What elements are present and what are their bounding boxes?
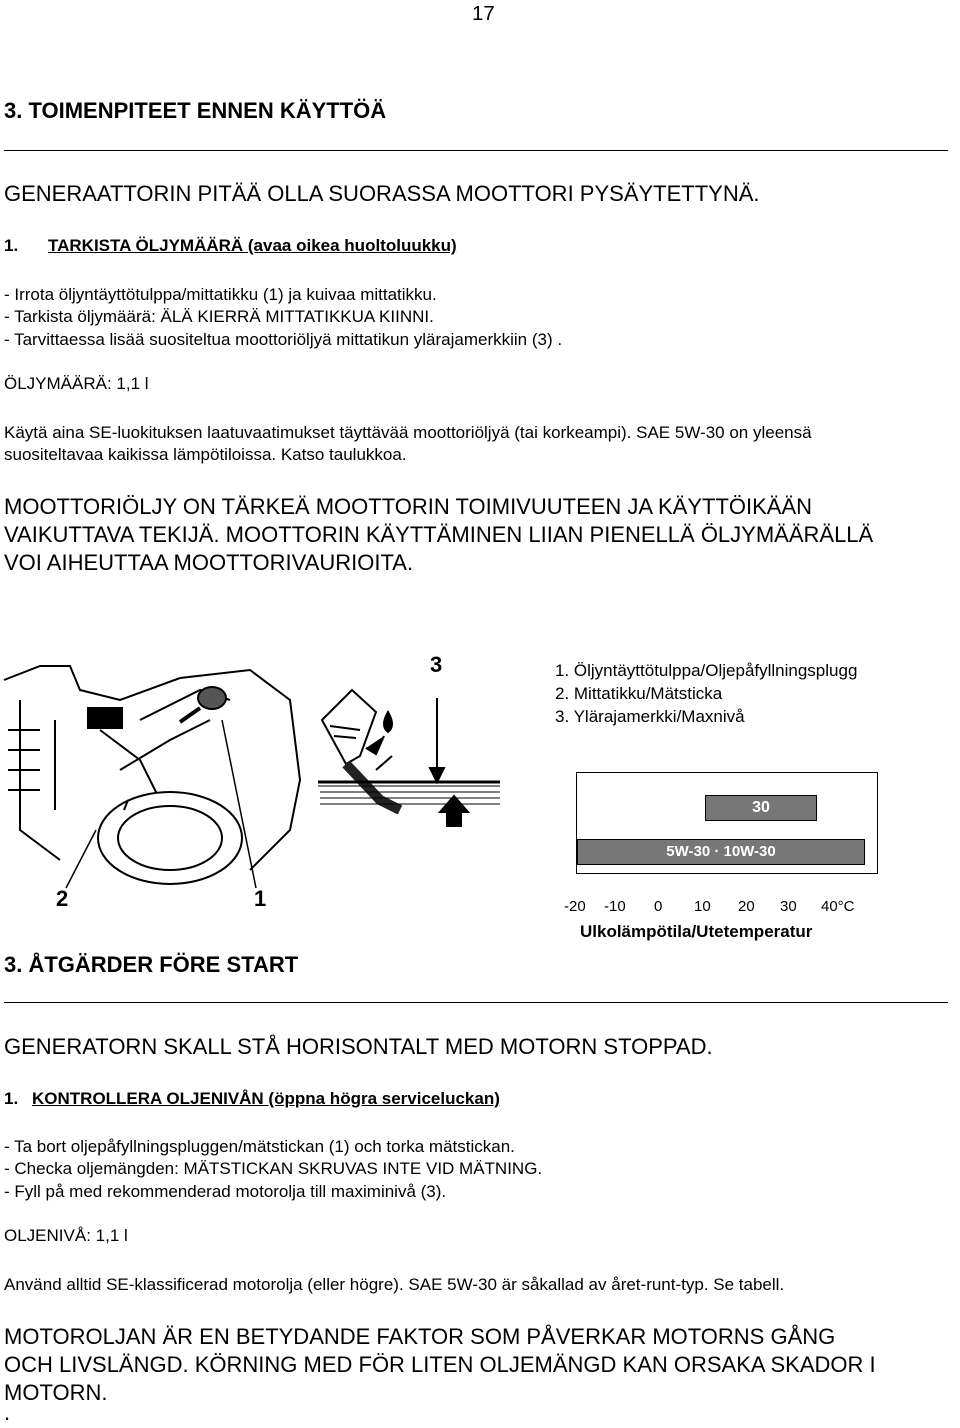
sv-intro: GENERATORN SKALL STÅ HORISONTALT MED MOTORN STOPPAD. <box>4 1034 713 1059</box>
fi-advice-line-1: Käytä aina SE-luokituksen laatuvaatimukset täyttävää moottoriöljyä (tai korkeampi). SAE 5W-30 on yleensä <box>4 423 812 442</box>
temp-tick-minus20: -20 <box>564 898 586 915</box>
fi-bullet-2: - Tarkista öljymäärä: ÄLÄ KIERRÄ MITTATIKKUA KIINNI. <box>4 307 434 326</box>
sv-heading: 3. ÅTGÄRDER FÖRE START <box>4 952 299 977</box>
temp-tick-40c: 40°C <box>821 898 855 915</box>
fi-heading: 3. TOIMENPITEET ENNEN KÄYTTÖÄ <box>4 98 387 123</box>
fi-warning-line-3: VOI AIHEUTTAA MOOTTORIVAURIOITA. <box>4 550 414 575</box>
fi-intro: GENERAATTORIN PITÄÄ OLLA SUORASSA MOOTTORI PYSÄYTETTYNÄ. <box>4 181 760 206</box>
temp-tick-minus10: -10 <box>604 898 626 915</box>
temp-axis-label: Ulkolämpötila/Utetemperatur <box>580 922 813 941</box>
legend-item-3: 3. Ylärajamerkki/Maxnivå <box>555 707 745 726</box>
fi-step-number: 1. <box>4 236 19 255</box>
fi-oil-amount: ÖLJYMÄÄRÄ: 1,1 l <box>4 374 149 393</box>
sv-warning-line-3: MOTORN. <box>4 1380 108 1405</box>
sv-step-number: 1. <box>4 1089 19 1108</box>
sv-oil-amount: OLJENIVÅ: 1,1 l <box>4 1226 128 1245</box>
sv-heading-rule <box>4 1002 948 1003</box>
temp-tick-20: 20 <box>738 898 755 915</box>
sv-trailing-mark: . <box>4 1400 11 1425</box>
fi-warning-line-1: MOOTTORIÖLJY ON TÄRKEÄ MOOTTORIN TOIMIVUUTEEN JA KÄYTTÖIKÄÄN <box>4 494 813 519</box>
sv-warning-line-2: OCH LIVSLÄNGD. KÖRNING MED FÖR LITEN OLJEMÄNGD KAN ORSAKA SKADOR I <box>4 1352 876 1377</box>
fi-advice-line-2: suositeltavaa kaikissa lämpötiloissa. Katso taulukkoa. <box>4 445 407 464</box>
legend-item-2: 2. Mittatikku/Mätsticka <box>555 684 723 703</box>
sv-bullet-2: - Checka oljemängden: MÄTSTICKAN SKRUVAS INTE VID MÄTNING. <box>4 1159 543 1178</box>
sv-advice-line-1: Använd alltid SE-klassificerad motorolja (eller högre). SAE 5W-30 är såkallad av året-runt-typ. Se tabell. <box>4 1275 785 1294</box>
engine-dipstick-illustration <box>0 660 525 890</box>
fi-warning-line-2: VAIKUTTAVA TEKIJÄ. MOOTTORIN KÄYTTÄMINEN LIIAN PIENELLÄ ÖLJYMÄÄRÄLLÄ <box>4 522 874 547</box>
sv-bullet-3: - Fyll på med rekommenderad motorolja till maximinivå (3). <box>4 1182 447 1201</box>
sv-step-title: KONTROLLERA OLJENIVÅN (öppna högra serviceluckan) <box>32 1089 500 1108</box>
sv-warning-line-1: MOTOROLJAN ÄR EN BETYDANDE FAKTOR SOM PÅVERKAR MOTORNS GÅNG <box>4 1324 836 1349</box>
temp-tick-10: 10 <box>694 898 711 915</box>
callout-3: 3 <box>430 652 443 677</box>
temp-tick-0: 0 <box>654 898 663 915</box>
callout-2: 2 <box>56 886 69 911</box>
callout-1: 1 <box>254 886 267 911</box>
viscosity-chart-frame <box>576 772 878 874</box>
sv-bullet-1: - Ta bort oljepåfyllningspluggen/mätstickan (1) och torka mätstickan. <box>4 1137 515 1156</box>
page-number: 17 <box>472 2 495 25</box>
legend-item-1: 1. Öljyntäyttötulppa/Oljepåfyllningsplugg <box>555 661 858 680</box>
viscosity-bar-30: 30 <box>705 795 817 821</box>
fi-bullet-1: - Irrota öljyntäyttötulppa/mittatikku (1) ja kuivaa mittatikku. <box>4 285 437 304</box>
fi-heading-rule <box>4 150 948 151</box>
viscosity-bar-5w30-10w30: 5W-30 · 10W-30 <box>577 839 865 865</box>
fi-bullet-3: - Tarvittaessa lisää suositeltua moottoriöljyä mittatikun ylärajamerkkiin (3) . <box>4 330 563 349</box>
temp-tick-30: 30 <box>780 898 797 915</box>
fi-step-title: TARKISTA ÖLJYMÄÄRÄ (avaa oikea huoltoluukku) <box>48 236 457 255</box>
